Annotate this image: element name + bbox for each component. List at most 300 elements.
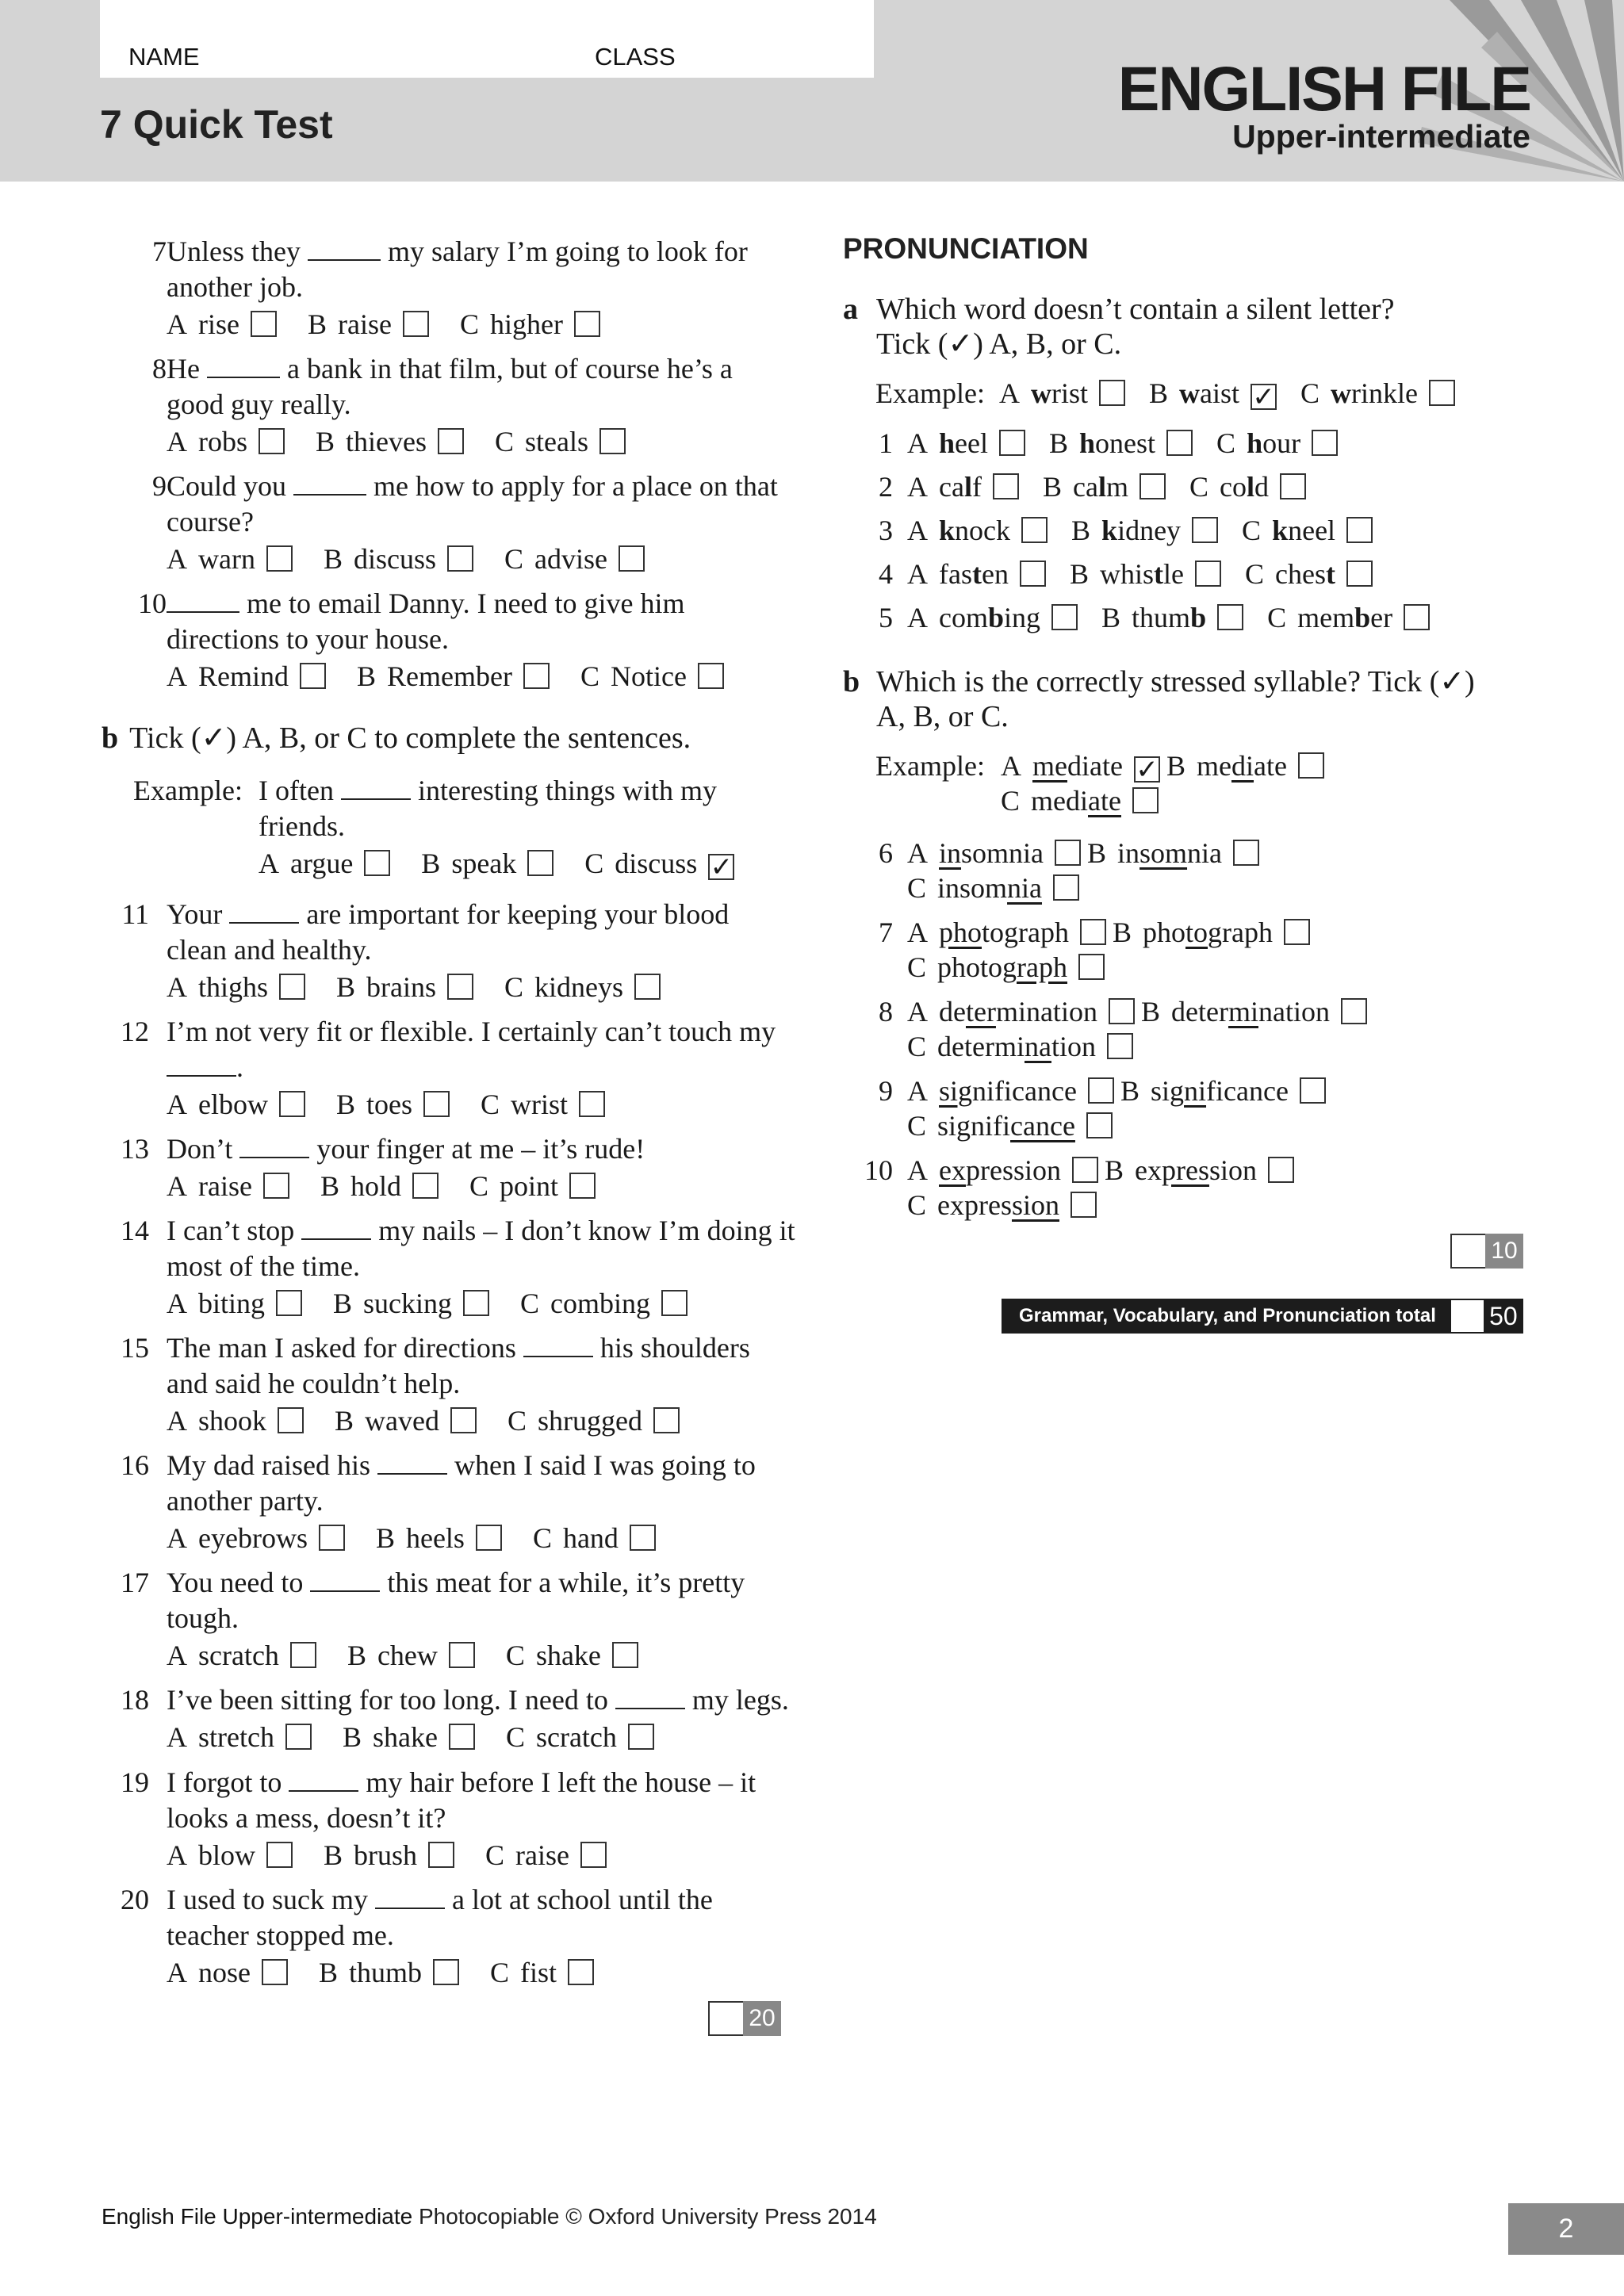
option-a: A warn	[167, 541, 293, 577]
checkbox-b[interactable]	[1233, 840, 1259, 866]
option-letter: B	[1120, 1075, 1140, 1107]
pronunciation-item	[858, 600, 1454, 636]
option-letter: A	[998, 377, 1020, 409]
answer-blank	[615, 1685, 685, 1709]
checkbox-b[interactable]	[433, 1959, 459, 1985]
question-text-line2: teacher stopped me.	[167, 1919, 394, 1951]
option-a: A thighs	[167, 970, 305, 1005]
checkbox-a[interactable]	[290, 1642, 316, 1668]
question-14	[102, 1213, 795, 1324]
checkbox-c[interactable]	[1053, 874, 1079, 901]
question-17	[102, 1565, 791, 1676]
question-number: 10	[138, 587, 167, 619]
option-word: heel	[939, 427, 988, 459]
checkbox-a[interactable]	[1088, 1077, 1114, 1104]
option-letter: B	[1113, 916, 1132, 948]
checkbox-b[interactable]	[527, 850, 553, 876]
checkbox-c[interactable]	[1280, 473, 1306, 499]
option-a	[1001, 748, 1160, 784]
checkbox-b[interactable]	[450, 1407, 477, 1433]
option-word: significance	[937, 1110, 1075, 1142]
checkbox-b[interactable]	[463, 1290, 489, 1316]
checkbox-a[interactable]	[279, 974, 305, 1000]
question-number: 12	[121, 1016, 149, 1047]
option-b	[1087, 836, 1259, 871]
item-number: 5	[879, 602, 893, 633]
item-number: 2	[879, 471, 893, 503]
option-b	[1070, 557, 1221, 592]
option-letter: C	[907, 1031, 927, 1062]
checkbox-a[interactable]	[259, 428, 285, 454]
option-word: wrist	[1030, 377, 1088, 409]
checkbox-b[interactable]	[476, 1525, 502, 1551]
option-c: C advise	[504, 541, 645, 577]
question-text-line2: good guy really.	[167, 388, 351, 420]
question-text-line2: and said he couldn’t help.	[167, 1368, 461, 1399]
checkbox-a[interactable]	[266, 545, 293, 572]
option-b: B waved	[335, 1403, 477, 1439]
option-b: B heels	[376, 1521, 502, 1556]
section-letter: b	[843, 665, 860, 698]
option-letter: A	[907, 515, 928, 546]
checkbox-a[interactable]	[1109, 998, 1135, 1024]
example-label: Example:	[875, 750, 985, 782]
pronunciation-score-box	[1450, 1234, 1523, 1269]
footer-copyright: Photocopiable © Oxford University Press 2014	[412, 2204, 877, 2229]
question-10	[119, 586, 793, 697]
question-15	[102, 1330, 791, 1441]
answer-blank	[375, 1885, 445, 1909]
option-letter: A	[907, 1075, 928, 1107]
option-letter: C	[1267, 602, 1287, 633]
option-word: thumb	[1132, 602, 1207, 633]
question-13	[102, 1131, 791, 1207]
question-text-line2: .	[167, 1050, 243, 1085]
option-letter: A	[907, 427, 928, 459]
name-label: NAME	[128, 43, 200, 71]
checkbox-b[interactable]	[412, 1173, 439, 1199]
example-label: Example:	[133, 775, 243, 806]
checkbox-c[interactable]	[653, 1407, 680, 1433]
brand-logo	[1117, 53, 1530, 155]
option-letter: C	[1216, 427, 1236, 459]
checkbox-b[interactable]	[1195, 561, 1221, 587]
checkbox-c[interactable]	[661, 1290, 688, 1316]
option-c	[1242, 513, 1373, 549]
question-18	[102, 1682, 791, 1758]
answer-options	[259, 846, 758, 882]
option-b: B sucking	[333, 1286, 489, 1322]
checkbox-a[interactable]	[1051, 604, 1078, 630]
option-word: knock	[939, 515, 1011, 546]
question-12	[102, 1014, 791, 1125]
checkbox-c[interactable]	[599, 428, 626, 454]
total-score-bar	[1002, 1299, 1523, 1334]
option-word: photograph	[939, 916, 1069, 948]
checkbox-c[interactable]	[1312, 430, 1338, 456]
option-word: honest	[1079, 427, 1156, 459]
option-letter: B	[1141, 996, 1161, 1027]
option-b	[1149, 376, 1277, 411]
checkbox-c[interactable]	[568, 1959, 594, 1985]
checkbox-c[interactable]	[1132, 787, 1159, 813]
option-a	[907, 1073, 1114, 1109]
checkbox-b[interactable]	[1341, 998, 1367, 1024]
answer-options	[167, 1720, 678, 1755]
option-word: whistle	[1099, 558, 1184, 590]
answer-blank	[289, 1767, 358, 1792]
class-label: CLASS	[595, 43, 676, 71]
question-text-line2: clean and healthy.	[167, 934, 372, 966]
option-c: C shrugged	[508, 1403, 680, 1439]
brand-subtitle: Upper-intermediate	[1232, 118, 1530, 155]
option-letter: B	[1069, 558, 1089, 590]
brand-title: ENGLISH FILE	[1117, 53, 1530, 124]
answer-options	[167, 1169, 619, 1204]
item-number: 8	[879, 996, 893, 1027]
option-c	[1189, 469, 1306, 505]
answer-options	[167, 1521, 680, 1556]
option-a	[999, 376, 1125, 411]
checkbox-a[interactable]	[1021, 517, 1048, 543]
checkbox-a[interactable]	[364, 850, 390, 876]
checkbox-c[interactable]	[612, 1642, 638, 1668]
option-word: fasten	[939, 558, 1009, 590]
question-number: 9	[152, 470, 167, 502]
option-letter: C	[1300, 377, 1320, 409]
answer-blank	[341, 775, 411, 800]
option-b	[1105, 1153, 1294, 1188]
question-number: 18	[121, 1684, 149, 1716]
question-text-line2: looks a mess, doesn’t it?	[167, 1802, 446, 1834]
option-c	[907, 1029, 1133, 1065]
answer-blank	[207, 354, 280, 378]
score-entry-field[interactable]	[1450, 1234, 1485, 1269]
checkbox-c-ticked[interactable]: ✓	[708, 854, 734, 880]
option-b: B brains	[336, 970, 473, 1005]
checkbox-a[interactable]: ✓	[1134, 756, 1160, 783]
question-number: 17	[121, 1567, 149, 1598]
option-word: kneel	[1272, 515, 1336, 546]
score-entry-field[interactable]	[708, 2001, 743, 2036]
answer-options	[167, 659, 748, 695]
checkbox-c[interactable]	[569, 1173, 596, 1199]
question-text-line2: another party.	[167, 1485, 324, 1517]
option-b: B thumb	[319, 1955, 459, 1991]
item-number: 7	[879, 916, 893, 948]
question-number: 15	[121, 1332, 149, 1364]
question-text: I can’t stop my nails – I don’t know I’m doing it	[167, 1215, 795, 1246]
checkbox-b[interactable]	[403, 311, 429, 337]
question-text: My dad raised his when I said I was going to	[167, 1449, 756, 1481]
option-letter: C	[1189, 471, 1209, 503]
checkbox-c[interactable]	[628, 1724, 654, 1750]
option-letter: A	[907, 837, 928, 869]
option-c: C raise	[485, 1838, 607, 1873]
option-b: B thieves	[316, 424, 464, 460]
checkbox-a[interactable]	[285, 1724, 312, 1750]
option-a: A argue	[259, 846, 390, 882]
option-word: photograph	[1143, 916, 1273, 948]
option-b: B Remember	[357, 659, 550, 695]
score-max: 20	[743, 2001, 781, 2036]
checkbox-a[interactable]	[1020, 561, 1046, 587]
option-b: B speak	[421, 846, 553, 882]
option-a: A scratch	[167, 1638, 316, 1674]
checkbox-a[interactable]	[999, 430, 1025, 456]
question-9	[119, 469, 793, 580]
pronunciation-item	[858, 469, 1330, 505]
checkbox-a[interactable]	[993, 473, 1019, 499]
checkbox-c[interactable]	[1107, 1033, 1133, 1059]
checkbox-b[interactable]	[1300, 1077, 1326, 1104]
option-b: B chew	[347, 1638, 475, 1674]
option-letter: C	[907, 872, 927, 904]
checkbox-b[interactable]	[523, 663, 550, 689]
checkbox-a[interactable]	[1080, 919, 1106, 945]
option-letter: A	[907, 996, 928, 1027]
option-c: C hand	[533, 1521, 656, 1556]
option-word: determination	[1171, 996, 1330, 1027]
option-a	[907, 426, 1025, 461]
answer-options	[167, 1955, 618, 1991]
option-c: C kidneys	[504, 970, 661, 1005]
option-a	[907, 836, 1081, 871]
question-text: I often interesting things with my	[259, 775, 717, 806]
checkbox-b[interactable]	[1268, 1157, 1294, 1183]
answer-blank	[301, 1215, 371, 1240]
checkbox-c[interactable]	[579, 1091, 605, 1117]
option-word: insomnia	[939, 837, 1044, 869]
name-class-box	[100, 0, 874, 78]
option-b: B discuss	[324, 541, 473, 577]
option-a	[907, 557, 1046, 592]
option-word: expression	[1135, 1154, 1257, 1186]
section-letter: a	[843, 293, 858, 326]
option-word: significance	[1151, 1075, 1289, 1107]
question-text: I’ve been sitting for too long. I need to my legs.	[167, 1684, 789, 1716]
option-word: mediate	[1032, 750, 1123, 782]
checkbox-a[interactable]	[1055, 840, 1081, 866]
question-text: Your are important for keeping your blood	[167, 898, 730, 930]
pronunciation-item	[858, 426, 1362, 461]
option-a: A Remind	[167, 659, 326, 695]
option-a: A elbow	[167, 1087, 305, 1123]
option-c: C steals	[495, 424, 626, 460]
item-number: 10	[864, 1154, 893, 1186]
option-c	[1001, 783, 1159, 819]
checkbox-a[interactable]	[263, 1173, 289, 1199]
option-a: A nose	[167, 1955, 288, 1991]
question-text-line2: another job.	[167, 271, 303, 303]
option-word: waist	[1178, 377, 1239, 409]
option-word: member	[1297, 602, 1393, 633]
option-c	[1300, 376, 1455, 411]
option-word: significance	[939, 1075, 1077, 1107]
option-b	[1043, 469, 1166, 505]
checkbox-c[interactable]	[634, 974, 661, 1000]
checkbox-b[interactable]	[447, 545, 473, 572]
answer-blank	[310, 1567, 380, 1592]
option-a: A biting	[167, 1286, 302, 1322]
checkbox-b[interactable]	[447, 974, 473, 1000]
total-entry-field[interactable]	[1451, 1300, 1484, 1332]
checkbox-a[interactable]	[319, 1525, 345, 1551]
option-a: A stretch	[167, 1720, 312, 1755]
question-text-line2: friends.	[259, 810, 345, 842]
checkbox-c[interactable]	[1078, 954, 1105, 980]
option-a: A rise	[167, 307, 277, 342]
checkbox-b[interactable]	[1139, 473, 1166, 499]
question-text-line2: directions to your house.	[167, 623, 449, 655]
checkbox-a[interactable]	[262, 1959, 288, 1985]
question-20	[102, 1882, 791, 1993]
checkbox-c[interactable]	[619, 545, 645, 572]
pronunciation-item	[858, 513, 1396, 549]
section-title: PRONUNCIATION	[843, 232, 1089, 265]
answer-options	[167, 1286, 711, 1322]
checkbox-c[interactable]	[1086, 1112, 1113, 1138]
checkbox-a[interactable]	[266, 1842, 293, 1868]
option-letter: B	[1105, 1154, 1124, 1186]
question-text: I used to suck my a lot at school until the	[167, 1884, 713, 1915]
checkbox-b[interactable]: ✓	[1251, 384, 1277, 410]
option-word: expression	[937, 1189, 1059, 1221]
answer-options	[167, 1838, 630, 1873]
option-letter: A	[907, 602, 928, 633]
checkbox-c[interactable]	[1346, 517, 1373, 543]
option-letter: B	[1148, 377, 1168, 409]
option-word: expression	[939, 1154, 1061, 1186]
checkbox-c[interactable]	[1346, 561, 1373, 587]
answer-options	[167, 307, 624, 342]
answer-options	[167, 424, 649, 460]
option-b	[1141, 994, 1367, 1030]
option-a	[907, 915, 1106, 951]
question-text: He a bank in that film, but of course he’s a	[167, 353, 733, 385]
checkbox-b[interactable]	[1284, 919, 1310, 945]
question-text: me to email Danny. I need to give him	[167, 586, 685, 622]
option-word: determination	[939, 996, 1097, 1027]
checkbox-b[interactable]	[428, 1842, 454, 1868]
question-number: 7	[152, 235, 167, 267]
option-word: chest	[1275, 558, 1335, 590]
question-number: 19	[121, 1766, 149, 1798]
option-letter: C	[907, 1189, 927, 1221]
page-header	[0, 0, 1624, 182]
option-c	[907, 1108, 1113, 1144]
question-number: 16	[121, 1449, 149, 1481]
checkbox-b[interactable]	[1217, 604, 1243, 630]
answer-blank	[229, 899, 299, 924]
option-letter: B	[1101, 602, 1121, 633]
checkbox-a[interactable]	[251, 311, 277, 337]
option-c: C shake	[506, 1638, 638, 1674]
checkbox-c[interactable]	[630, 1525, 656, 1551]
page-number: 2	[1508, 2203, 1624, 2255]
question-text: I’m not very fit or flexible. I certainly can’t touch my	[167, 1016, 776, 1047]
item-number: 9	[879, 1075, 893, 1107]
question-text-line2: course?	[167, 506, 254, 538]
question-number: 14	[121, 1215, 149, 1246]
question-number: 8	[152, 353, 167, 385]
checkbox-c[interactable]	[1429, 380, 1455, 406]
option-b	[1071, 513, 1218, 549]
option-b: B brush	[324, 1838, 454, 1873]
total-label: Grammar, Vocabulary, and Pronunciation total	[1019, 1305, 1436, 1326]
question-text: The man I asked for directions his shoulders	[167, 1332, 750, 1364]
option-letter: A	[1001, 750, 1021, 782]
option-c: C fist	[490, 1955, 594, 1991]
option-c	[907, 1188, 1097, 1223]
option-b	[1101, 600, 1243, 636]
example-sentence	[133, 773, 791, 884]
answer-options	[167, 1403, 703, 1439]
checkbox-c[interactable]	[580, 1842, 607, 1868]
option-c: C scratch	[506, 1720, 654, 1755]
test-title: 7 Quick Test	[100, 102, 333, 147]
option-word: insomnia	[1117, 837, 1223, 869]
checkbox-c[interactable]	[1404, 604, 1430, 630]
item-number: 1	[879, 427, 893, 459]
footer-title: English File Upper-intermediate	[102, 2204, 413, 2229]
option-letter: B	[1166, 750, 1186, 782]
checkbox-b[interactable]	[423, 1091, 450, 1117]
checkbox-b[interactable]	[449, 1724, 475, 1750]
checkbox-a[interactable]	[1099, 380, 1125, 406]
option-letter: B	[1071, 515, 1091, 546]
checkbox-b[interactable]	[1298, 752, 1324, 779]
checkbox-a[interactable]	[1072, 1157, 1098, 1183]
option-letter: B	[1042, 471, 1062, 503]
question-8	[119, 351, 793, 462]
checkbox-b[interactable]	[438, 428, 464, 454]
option-a	[907, 469, 1019, 505]
total-max: 50	[1489, 1301, 1518, 1330]
item-number: 6	[879, 837, 893, 869]
answer-options	[167, 1087, 629, 1123]
checkbox-c[interactable]	[1071, 1192, 1097, 1218]
checkbox-a[interactable]	[279, 1091, 305, 1117]
option-a: A robs	[167, 424, 285, 460]
checkbox-b[interactable]	[1166, 430, 1193, 456]
option-letter: C	[1001, 785, 1021, 817]
answer-options	[167, 970, 684, 1005]
option-word: insomnia	[937, 872, 1043, 904]
checkbox-c[interactable]	[698, 663, 724, 689]
checkbox-b[interactable]	[1192, 517, 1218, 543]
option-word: calm	[1073, 471, 1128, 503]
option-word: calf	[939, 471, 982, 503]
question-number: 11	[121, 898, 149, 930]
checkbox-b[interactable]	[449, 1642, 475, 1668]
checkbox-a[interactable]	[300, 663, 326, 689]
checkbox-c[interactable]	[574, 311, 600, 337]
answer-blank	[167, 1052, 236, 1077]
option-c	[1216, 426, 1338, 461]
checkbox-a[interactable]	[278, 1407, 304, 1433]
checkbox-a[interactable]	[276, 1290, 302, 1316]
option-c	[907, 871, 1079, 906]
answer-options	[167, 1638, 662, 1674]
option-a: A blow	[167, 1838, 293, 1873]
question-text: I forgot to my hair before I left the house – it	[167, 1766, 756, 1798]
option-word: kidney	[1101, 515, 1182, 546]
option-a: A shook	[167, 1403, 304, 1439]
option-word: determination	[937, 1031, 1096, 1062]
option-b	[1166, 748, 1324, 784]
option-word: mediate	[1197, 750, 1287, 782]
